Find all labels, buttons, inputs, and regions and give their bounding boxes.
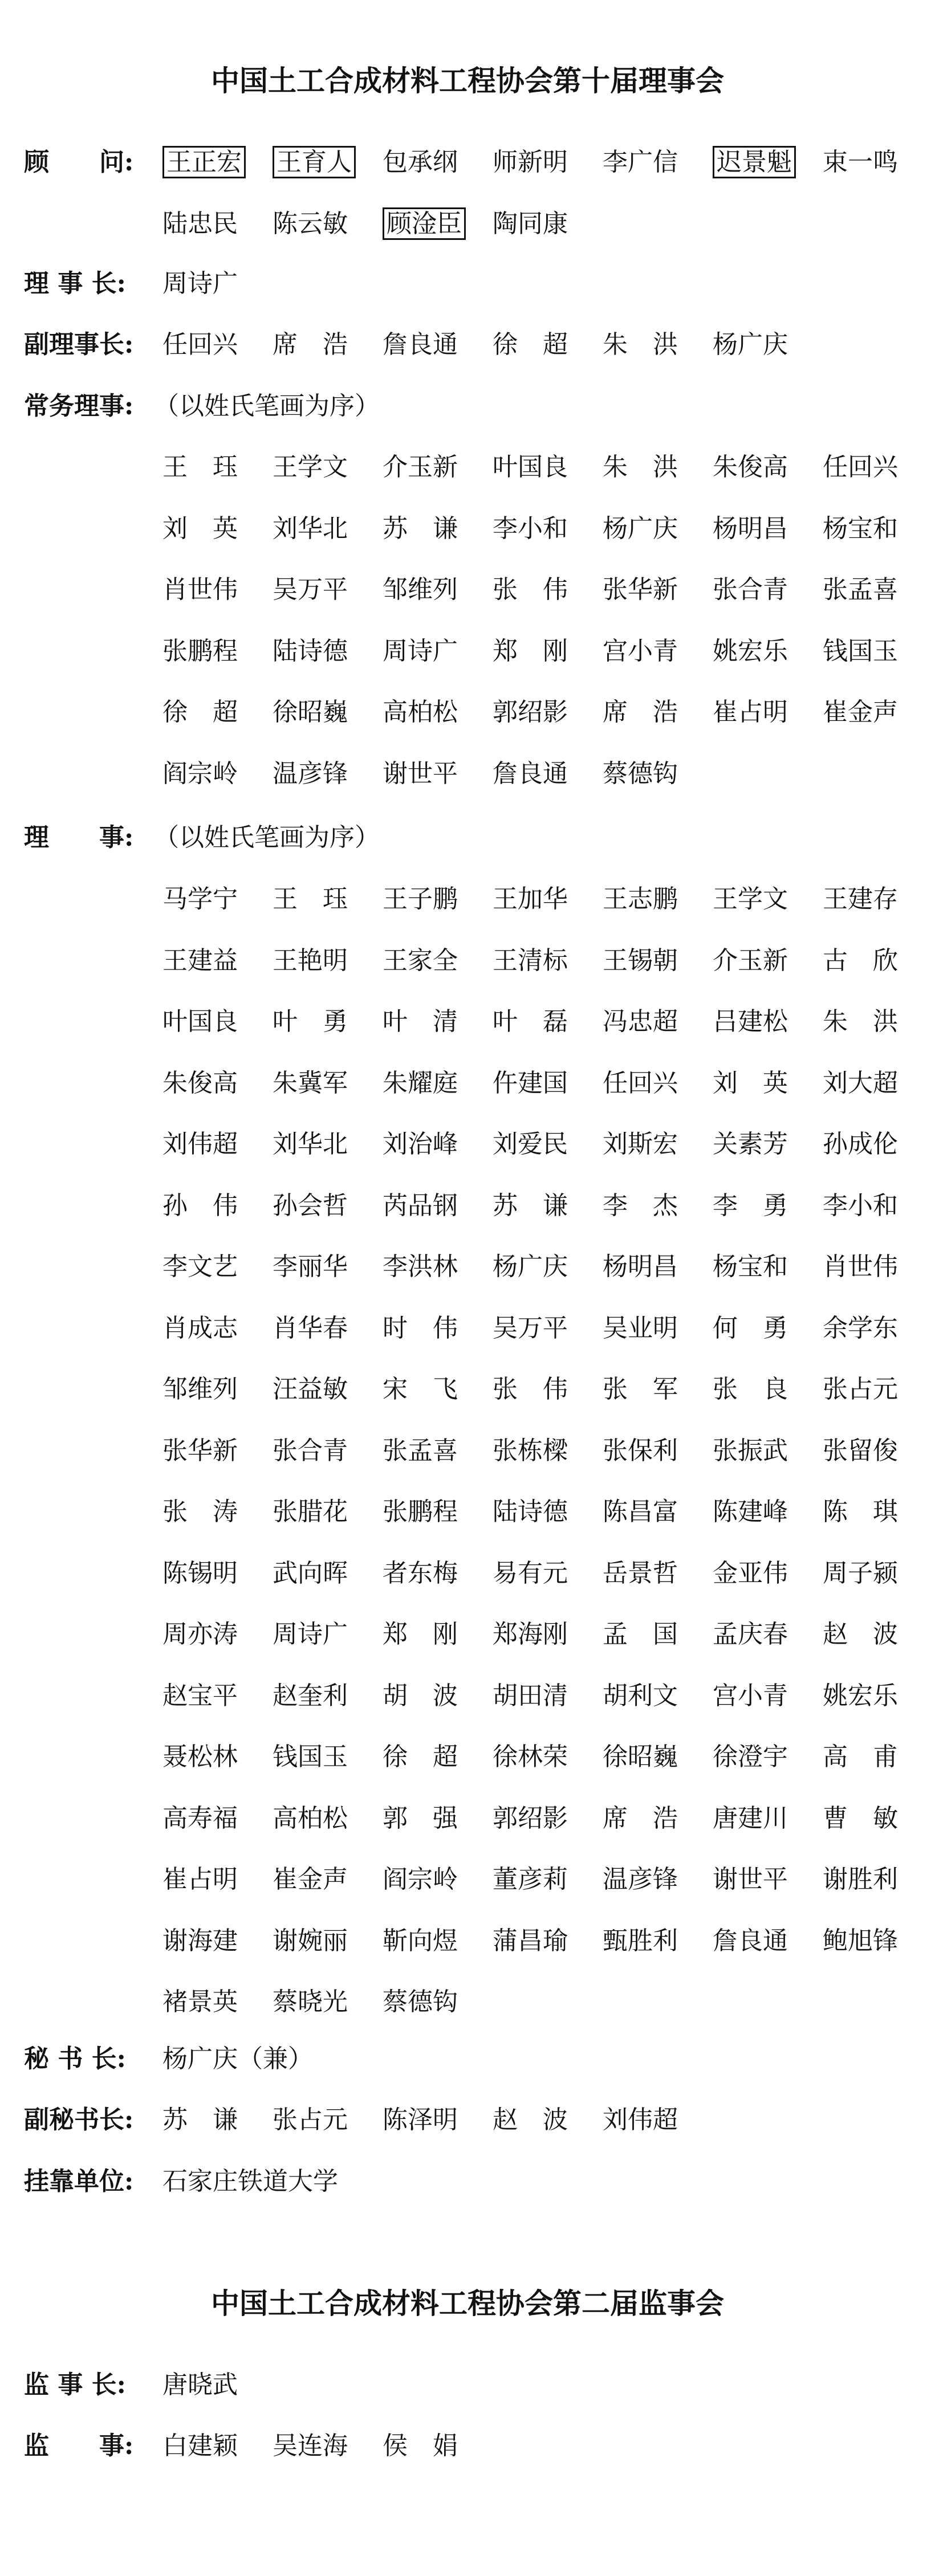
director-name: 肖成志 [162, 1313, 238, 1343]
director-name: 李文艺 [162, 1252, 238, 1281]
standing-director-name: 王 珏 [162, 453, 238, 482]
advisor-name: 顾淦臣 [383, 207, 477, 241]
director-name: 王清标 [493, 945, 568, 975]
director-name: 钱国玉 [273, 1742, 348, 1771]
director-name: 马学宁 [162, 885, 238, 914]
deputy-secretary-name: 苏 谦 [162, 2105, 238, 2134]
standing-director-name: 杨宝和 [823, 513, 898, 543]
director-name: 靳向煜 [383, 1926, 458, 1955]
director-name: 杨宝和 [713, 1252, 788, 1281]
director-name: 孙会哲 [273, 1191, 348, 1220]
standing-director-name: 朱俊高 [713, 453, 788, 482]
advisor-name: 王育人 [273, 145, 367, 180]
director-name: 蔡晓光 [273, 1987, 348, 2016]
supervisor-name: 吴连海 [273, 2431, 348, 2460]
vice-chairman-name: 徐 超 [493, 330, 568, 359]
director-name: 张栋樑 [493, 1436, 568, 1465]
director-name: 仵建国 [493, 1068, 568, 1098]
director-name: 刘治峰 [383, 1130, 458, 1159]
affiliation-label: 挂靠单位: [24, 2167, 134, 2196]
director-name: 朱俊高 [162, 1068, 238, 1098]
deputy-secretaries-label: 副秘书长: [24, 2105, 134, 2134]
secretary-name: 杨广庆（兼） [162, 2044, 313, 2073]
director-name: 叶 清 [383, 1007, 458, 1036]
deputy-secretary-name: 陈泽明 [383, 2105, 458, 2134]
director-name: 易有元 [493, 1558, 568, 1588]
director-name: 朱耀庭 [383, 1068, 458, 1098]
director-name: 王子鹏 [383, 885, 458, 914]
standing-director-name: 苏 谦 [383, 513, 458, 543]
director-name: 刘大超 [823, 1068, 898, 1098]
director-name: 谢世平 [713, 1865, 788, 1894]
standing-director-name: 吴万平 [273, 575, 348, 604]
director-name: 张鹏程 [383, 1497, 458, 1526]
director-name: 孙成伦 [823, 1130, 898, 1159]
chairman-label: 理 事 长: [24, 269, 126, 298]
director-name: 赵奎利 [273, 1681, 348, 1710]
director-name: 郑海刚 [493, 1620, 568, 1649]
director-name: 关素芳 [713, 1130, 788, 1159]
director-name: 赵宝平 [162, 1681, 238, 1710]
advisor-name: 师新明 [493, 148, 568, 177]
standing-director-name: 任回兴 [823, 453, 898, 482]
director-name: 邹维列 [162, 1375, 238, 1404]
director-name: 张孟喜 [383, 1436, 458, 1465]
director-name: 董彦莉 [493, 1865, 568, 1894]
director-name: 郑 刚 [383, 1620, 458, 1649]
director-name: 吕建松 [713, 1007, 788, 1036]
vice-chairmen-label: 副理事长: [24, 330, 134, 359]
director-name: 郭绍影 [493, 1803, 568, 1833]
director-name: 岳景哲 [603, 1558, 678, 1588]
vice-chairman-name: 任回兴 [162, 330, 238, 359]
director-name: 张留俊 [823, 1436, 898, 1465]
director-name: 何 勇 [713, 1313, 788, 1343]
director-name: 刘 英 [713, 1068, 788, 1098]
advisor-name: 束一鸣 [823, 148, 898, 177]
standing-director-name: 介玉新 [383, 453, 458, 482]
director-name: 张保利 [603, 1436, 678, 1465]
standing-director-name: 席 浩 [603, 698, 678, 727]
director-name: 刘斯宏 [603, 1130, 678, 1159]
vice-chairman-name: 朱 洪 [603, 330, 678, 359]
standing-director-name: 高柏松 [383, 698, 458, 727]
director-name: 高柏松 [273, 1803, 348, 1833]
standing-director-name: 周诗广 [383, 636, 458, 666]
director-name: 李 杰 [603, 1191, 678, 1220]
director-name: 聂松林 [162, 1742, 238, 1771]
director-name: 王学文 [713, 885, 788, 914]
director-name: 冯忠超 [603, 1007, 678, 1036]
director-name: 任回兴 [603, 1068, 678, 1098]
director-name: 张华新 [162, 1436, 238, 1465]
director-name: 肖世伟 [823, 1252, 898, 1281]
affiliation-name: 石家庄铁道大学 [162, 2167, 338, 2196]
standing-director-name: 宫小青 [603, 636, 678, 666]
director-name: 叶 勇 [273, 1007, 348, 1036]
director-name: 杨明昌 [603, 1252, 678, 1281]
standing-director-name: 王学文 [273, 453, 348, 482]
supervisory-title: 中国土工合成材料工程协会第二届监事会 [211, 2286, 724, 2320]
deputy-secretary-name: 张占元 [273, 2105, 348, 2134]
standing-director-name: 徐 超 [162, 698, 238, 727]
director-name: 甄胜利 [603, 1926, 678, 1955]
advisors-label: 顾 问: [24, 148, 134, 177]
supervisory-chief-name: 唐晓武 [162, 2370, 238, 2399]
director-name: 张 良 [713, 1375, 788, 1404]
director-name: 张腊花 [273, 1497, 348, 1526]
director-name: 李洪林 [383, 1252, 458, 1281]
director-name: 苏 谦 [493, 1191, 568, 1220]
director-name: 王建益 [162, 945, 238, 975]
director-name: 鲍旭锋 [823, 1926, 898, 1955]
director-name: 姚宏乐 [823, 1681, 898, 1710]
director-name: 褚景英 [162, 1987, 238, 2016]
standing-director-name: 詹良通 [493, 759, 568, 788]
director-name: 时 伟 [383, 1313, 458, 1343]
director-name: 蒲昌瑜 [493, 1926, 568, 1955]
standing-director-name: 张合青 [713, 575, 788, 604]
standing-director-name: 钱国玉 [823, 636, 898, 666]
advisor-name: 李广信 [603, 148, 678, 177]
standing-director-name: 温彦锋 [273, 759, 348, 788]
advisor-name: 王正宏 [162, 145, 257, 180]
supervisors-label: 监 事: [24, 2431, 134, 2460]
vice-chairman-name: 詹良通 [383, 330, 458, 359]
standing-director-name: 刘 英 [162, 513, 238, 543]
director-name: 陈建峰 [713, 1497, 788, 1526]
director-name: 崔占明 [162, 1865, 238, 1894]
advisor-name: 陆忠民 [162, 209, 238, 238]
standing-director-name: 谢世平 [383, 759, 458, 788]
director-name: 汪益敏 [273, 1375, 348, 1404]
director-name: 周子颍 [823, 1558, 898, 1588]
vice-chairman-name: 席 浩 [273, 330, 348, 359]
standing-director-name: 陆诗德 [273, 636, 348, 666]
director-name: 谢胜利 [823, 1865, 898, 1894]
director-name: 吴万平 [493, 1313, 568, 1343]
advisor-name: 包承纲 [383, 148, 458, 177]
director-name: 刘华北 [273, 1130, 348, 1159]
standing-note: （以姓氏笔画为序） [154, 392, 380, 421]
standing-director-name: 姚宏乐 [713, 636, 788, 666]
director-name: 张 军 [603, 1375, 678, 1404]
standing-director-name: 张鹏程 [162, 636, 238, 666]
director-name: 武向晖 [273, 1558, 348, 1588]
advisor-name: 陶同康 [493, 209, 568, 238]
director-name: 崔金声 [273, 1865, 348, 1894]
standing-director-name: 郭绍影 [493, 698, 568, 727]
standing-director-name: 蔡德钩 [603, 759, 678, 788]
director-name: 曹 敏 [823, 1803, 898, 1833]
director-name: 孟 国 [603, 1620, 678, 1649]
director-name: 胡田清 [493, 1681, 568, 1710]
director-name: 古 欣 [823, 945, 898, 975]
supervisory-chief-label: 监 事 长: [24, 2370, 126, 2399]
director-name: 胡利文 [603, 1681, 678, 1710]
standing-director-name: 朱 洪 [603, 453, 678, 482]
director-name: 刘伟超 [162, 1130, 238, 1159]
standing-director-name: 肖世伟 [162, 575, 238, 604]
director-name: 肖华春 [273, 1313, 348, 1343]
director-name: 朱 洪 [823, 1007, 898, 1036]
director-name: 赵 波 [823, 1620, 898, 1649]
standing-director-name: 叶国良 [493, 453, 568, 482]
director-name: 郭 强 [383, 1803, 458, 1833]
director-name: 徐澄宇 [713, 1742, 788, 1771]
director-name: 张占元 [823, 1375, 898, 1404]
director-name: 者东梅 [383, 1558, 458, 1588]
director-name: 杨广庆 [493, 1252, 568, 1281]
standing-director-name: 杨明昌 [713, 513, 788, 543]
director-name: 陈昌富 [603, 1497, 678, 1526]
standing-director-name: 崔金声 [823, 698, 898, 727]
standing-director-name: 郑 刚 [493, 636, 568, 666]
standing-director-name: 张 伟 [493, 575, 568, 604]
advisor-name: 迟景魁 [713, 145, 807, 180]
director-name: 蔡德钩 [383, 1987, 458, 2016]
director-name: 高寿福 [162, 1803, 238, 1833]
director-name: 叶国良 [162, 1007, 238, 1036]
director-name: 温彦锋 [603, 1865, 678, 1894]
director-name: 陆诗德 [493, 1497, 568, 1526]
director-name: 朱冀军 [273, 1068, 348, 1098]
director-name: 张 涛 [162, 1497, 238, 1526]
director-name: 唐建川 [713, 1803, 788, 1833]
director-name: 叶 磊 [493, 1007, 568, 1036]
supervisor-name: 侯 娟 [383, 2431, 458, 2460]
director-name: 徐昭巍 [603, 1742, 678, 1771]
director-name: 谢婉丽 [273, 1926, 348, 1955]
director-name: 王 珏 [273, 885, 348, 914]
director-name: 胡 波 [383, 1681, 458, 1710]
directors-note: （以姓氏笔画为序） [154, 823, 380, 852]
director-name: 李丽华 [273, 1252, 348, 1281]
standing-director-name: 阎宗岭 [162, 759, 238, 788]
director-name: 阎宗岭 [383, 1865, 458, 1894]
director-name: 李 勇 [713, 1191, 788, 1220]
director-name: 王锡朝 [603, 945, 678, 975]
director-name: 席 浩 [603, 1803, 678, 1833]
director-name: 陈锡明 [162, 1558, 238, 1588]
vice-chairman-name: 杨广庆 [713, 330, 788, 359]
director-name: 刘爱民 [493, 1130, 568, 1159]
standing-director-name: 崔占明 [713, 698, 788, 727]
director-name: 王加华 [493, 885, 568, 914]
director-name: 谢海建 [162, 1926, 238, 1955]
director-name: 孙 伟 [162, 1191, 238, 1220]
director-name: 吴业明 [603, 1313, 678, 1343]
supervisor-name: 白建颖 [162, 2431, 238, 2460]
standing-director-name: 张华新 [603, 575, 678, 604]
director-name: 孟庆春 [713, 1620, 788, 1649]
director-name: 张振武 [713, 1436, 788, 1465]
director-name: 徐林荣 [493, 1742, 568, 1771]
director-name: 王家全 [383, 945, 458, 975]
director-name: 余学东 [823, 1313, 898, 1343]
standing-label: 常务理事: [24, 392, 134, 421]
director-name: 金亚伟 [713, 1558, 788, 1588]
director-name: 王建存 [823, 885, 898, 914]
director-name: 王志鹏 [603, 885, 678, 914]
director-name: 高 甫 [823, 1742, 898, 1771]
director-name: 周诗广 [273, 1620, 348, 1649]
standing-director-name: 邹维列 [383, 575, 458, 604]
standing-director-name: 刘华北 [273, 513, 348, 543]
director-name: 张 伟 [493, 1375, 568, 1404]
director-name: 王艳明 [273, 945, 348, 975]
directors-label: 理 事: [24, 823, 134, 852]
standing-director-name: 杨广庆 [603, 513, 678, 543]
council-title: 中国土工合成材料工程协会第十届理事会 [211, 64, 724, 97]
director-name: 宋 飞 [383, 1375, 458, 1404]
standing-director-name: 徐昭巍 [273, 698, 348, 727]
director-name: 李小和 [823, 1191, 898, 1220]
director-name: 张合青 [273, 1436, 348, 1465]
chairman-name: 周诗广 [162, 269, 238, 298]
standing-director-name: 李小和 [493, 513, 568, 543]
director-name: 詹良通 [713, 1926, 788, 1955]
director-name: 介玉新 [713, 945, 788, 975]
advisor-name: 陈云敏 [273, 209, 348, 238]
director-name: 芮品钢 [383, 1191, 458, 1220]
deputy-secretary-name: 赵 波 [493, 2105, 568, 2134]
director-name: 周亦涛 [162, 1620, 238, 1649]
standing-director-name: 张孟喜 [823, 575, 898, 604]
secretary-label: 秘 书 长: [24, 2044, 126, 2073]
director-name: 徐 超 [383, 1742, 458, 1771]
director-name: 宫小青 [713, 1681, 788, 1710]
deputy-secretary-name: 刘伟超 [603, 2105, 678, 2134]
director-name: 陈 琪 [823, 1497, 898, 1526]
